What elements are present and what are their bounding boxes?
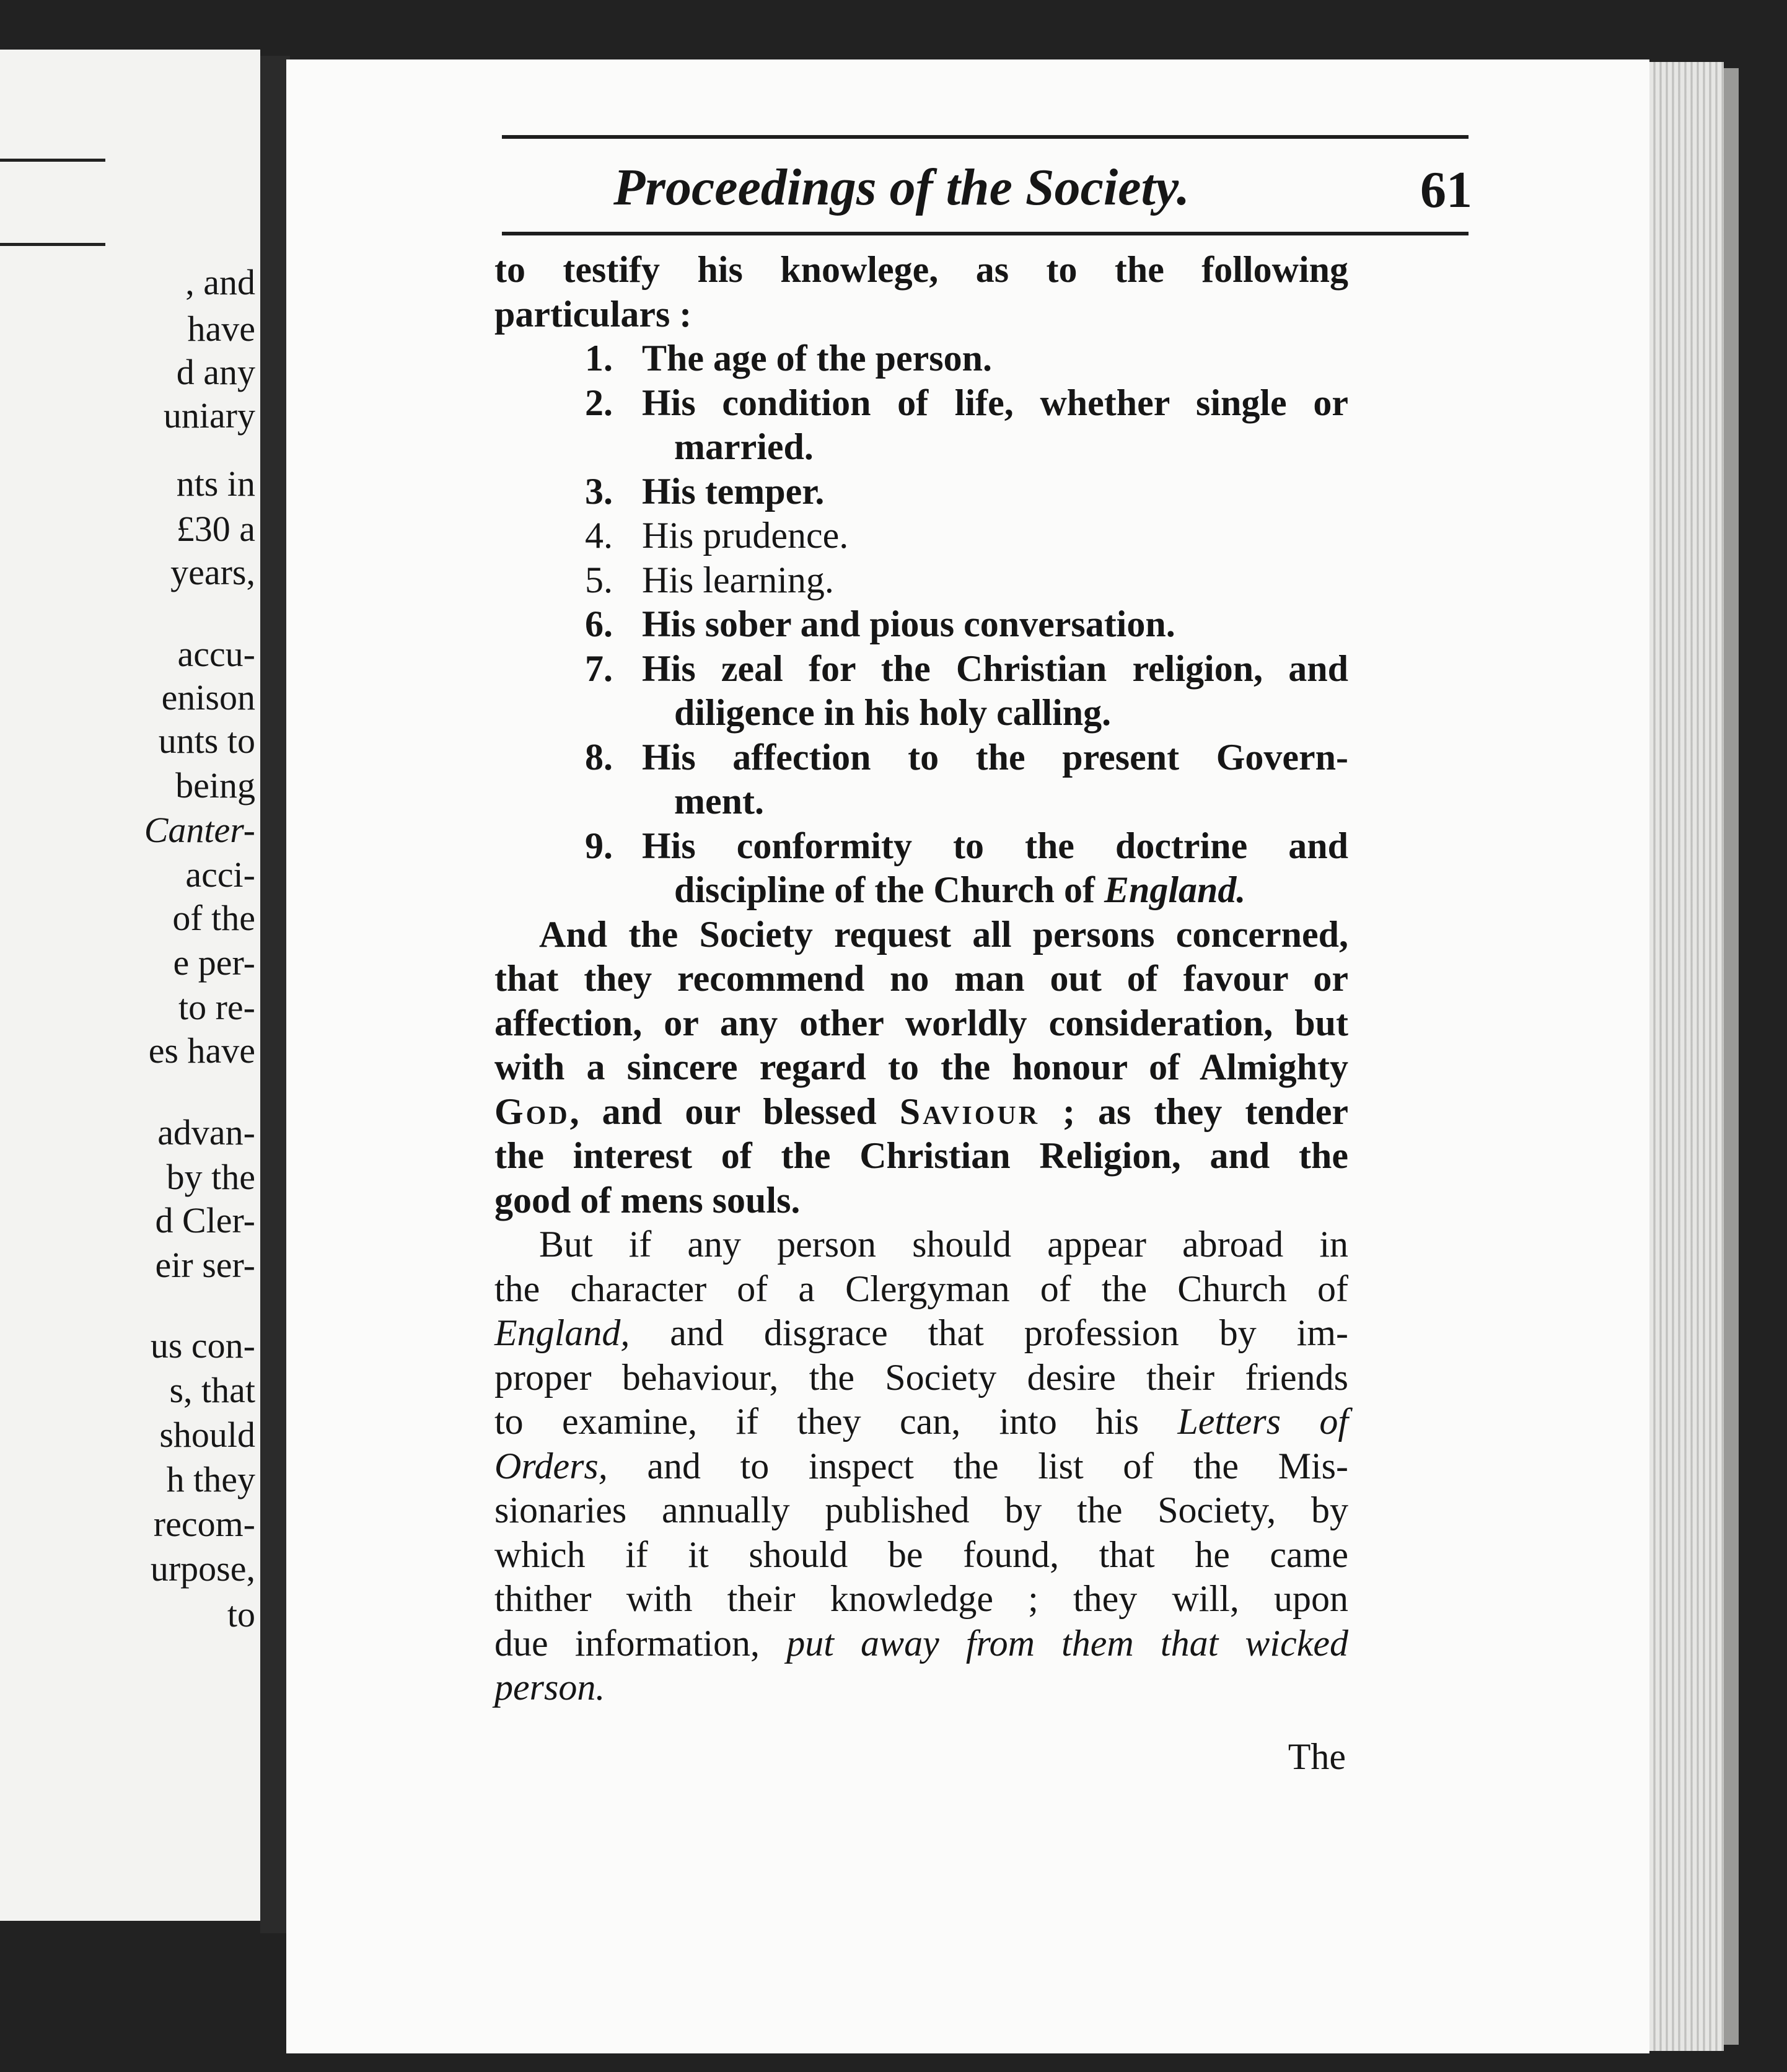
left-page-line: us con-: [150, 1325, 255, 1366]
particular-text: discipline of the Church of: [674, 869, 1104, 910]
left-page: [0, 50, 260, 1921]
left-page-line: es have: [148, 1030, 255, 1071]
particular-line: [494, 381, 1348, 426]
particular-line: [494, 558, 1348, 603]
header-rule-top: [502, 135, 1469, 139]
text-run: , and our blessed: [569, 1091, 900, 1132]
header-rule-bottom: [502, 232, 1469, 235]
paragraph-line: thither with their knowledge ; they will, upon: [494, 1578, 1348, 1619]
left-page-line: have: [187, 309, 255, 349]
paragraph-line: But if any person should appear abroad in: [539, 1224, 1348, 1265]
left-page-line: s, that: [169, 1370, 255, 1410]
particular-text: The age of the person.: [642, 338, 992, 379]
particular-text: His temper.: [642, 470, 825, 512]
particular-line: [494, 824, 1348, 869]
left-page-line: to re-: [178, 987, 255, 1027]
left-page-line: d Cler-: [155, 1200, 255, 1240]
particular-text: His zeal for the Christian religion, and: [642, 648, 1348, 689]
paragraph-line: affection, or any other worldly consideration, but: [494, 1002, 1348, 1043]
left-page-line: , and: [185, 262, 255, 302]
particular-line: [494, 868, 1348, 913]
left-page-line: recom-: [153, 1504, 255, 1544]
left-header-rule-top: [0, 159, 105, 162]
particular-line: [494, 425, 1348, 470]
particular-number: 3.: [585, 470, 613, 512]
particular-number: 9.: [585, 825, 613, 866]
left-page-line: uniary: [163, 395, 255, 436]
left-page-line: d any: [176, 352, 255, 392]
paragraph-line: good of mens souls.: [494, 1179, 801, 1221]
particular-line: [494, 647, 1348, 691]
page-number: 61: [1420, 161, 1472, 219]
left-page-line: e per-: [173, 942, 255, 983]
left-page-line: nts in: [176, 463, 255, 504]
left-page-line: h they: [166, 1459, 255, 1499]
particular-text: His condition of life, whether single or: [642, 382, 1348, 423]
paragraph-line: proper behaviour, the Society desire their friends: [494, 1356, 1348, 1398]
left-page-line: by the: [166, 1157, 255, 1197]
paragraph-line: sionaries annually published by the Society, by: [494, 1490, 1348, 1530]
left-page-line: should: [159, 1415, 255, 1455]
body-text: [494, 248, 1348, 1779]
left-page-line: unts to: [158, 721, 255, 761]
italic-run: put away from them that wicked: [786, 1622, 1348, 1664]
book-gutter: [260, 56, 290, 1933]
particular-line: [494, 735, 1348, 780]
left-page-line: £30 a: [176, 509, 255, 549]
text-run: to examine, if they can, into his: [494, 1401, 1178, 1442]
left-page-line: eir ser-: [155, 1245, 255, 1285]
particular-number: 8.: [585, 736, 613, 778]
particular-text: His sober and pious conversation.: [642, 604, 1175, 644]
left-page-line: years,: [170, 552, 255, 592]
left-page-line: being: [175, 765, 255, 806]
particular-line: [494, 691, 1348, 735]
left-page-line: to: [227, 1594, 255, 1635]
particular-number: 7.: [585, 648, 613, 689]
left-page-line: enison: [161, 677, 255, 718]
catchword: The: [1288, 1736, 1346, 1777]
particular-number: 6.: [585, 604, 613, 644]
particular-text: diligence in his holy calling.: [674, 692, 1112, 733]
text-run: and disgrace that profession by im-: [630, 1312, 1348, 1353]
paragraph-line: which if it should be found, that he came: [494, 1534, 1348, 1575]
particular-number: 4.: [585, 515, 613, 556]
text-run: due information,: [494, 1622, 787, 1664]
left-page-line: acci-: [185, 854, 255, 895]
paragraph-line: with a sincere regard to the honour of Almighty: [494, 1047, 1348, 1087]
particular-number: 1.: [585, 338, 613, 379]
paragraph-line: [494, 1400, 1348, 1444]
left-page-line: of the: [172, 898, 255, 938]
left-page-line: Canter-: [144, 810, 255, 850]
paragraph-line: [494, 1090, 1348, 1135]
italic-run: Orders,: [494, 1445, 608, 1486]
text-run: ; as they tender: [1040, 1091, 1348, 1132]
paragraph-line: And the Society request all persons concerned,: [539, 913, 1348, 955]
particular-line: [494, 779, 1348, 824]
left-page-line: urpose,: [150, 1548, 255, 1589]
particular-line: [494, 602, 1348, 647]
page-edge-shadow: [1724, 68, 1739, 2045]
particular-number: 5.: [585, 559, 613, 600]
small-caps-god: God: [494, 1091, 570, 1132]
paragraph-line: the interest of the Christian Religion, and the: [494, 1135, 1348, 1176]
particular-line: [494, 470, 1348, 514]
paragraph-line: [494, 1444, 1348, 1489]
intro-line: particulars :: [494, 293, 692, 335]
paragraph-line: person.: [494, 1667, 605, 1708]
text-run: and to inspect the list of the Mis-: [607, 1445, 1348, 1486]
paragraph-line: that they recommend no man out of favour or: [494, 958, 1348, 999]
particular-text: His prudence.: [642, 515, 849, 556]
particular-text: married.: [674, 426, 814, 467]
intro-line: to testify his knowlege, as to the following: [494, 249, 1348, 290]
paragraph-line: [494, 1311, 1348, 1356]
italic-run: England,: [494, 1312, 630, 1353]
particular-number: 2.: [585, 382, 613, 423]
particular-line: [494, 336, 1348, 381]
particular-text: His learning.: [642, 559, 834, 600]
small-caps-saviour: Saviour: [899, 1091, 1040, 1132]
particular-line: [494, 514, 1348, 558]
particular-text: ment.: [674, 781, 764, 822]
left-page-line: advan-: [157, 1112, 255, 1152]
particulars-list: [494, 336, 1348, 913]
page-edges: [1649, 62, 1724, 2051]
left-page-line: accu-: [177, 634, 255, 674]
italic-run: England.: [1104, 869, 1246, 910]
particular-text: His conformity to the doctrine and: [642, 825, 1348, 866]
italic-run: Letters of: [1177, 1401, 1348, 1442]
particular-text: His affection to the present Govern-: [642, 736, 1348, 778]
paragraph-line: [494, 1622, 1348, 1666]
running-title: Proceedings of the Society.: [613, 159, 1190, 216]
paragraph-line: the character of a Clergyman of the Church of: [494, 1268, 1348, 1309]
left-header-rule-bottom: [0, 243, 105, 246]
